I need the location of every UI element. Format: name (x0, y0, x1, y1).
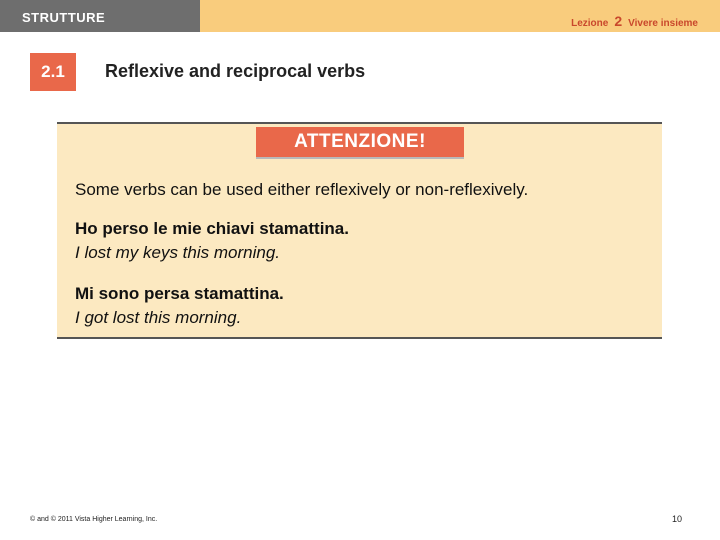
page-number: 10 (671, 514, 682, 524)
header-section-block (0, 0, 200, 32)
lesson-number: 2 (614, 13, 623, 29)
section-number-badge: 2.1 (30, 53, 76, 91)
example-english: I got lost this morning. (75, 308, 242, 327)
lesson-word: Lezione (571, 18, 609, 29)
example-block (75, 217, 349, 265)
page-title: Reflexive and reciprocal verbs (105, 61, 366, 81)
example-block (75, 282, 284, 330)
attention-tag: ATTENZIONE! (256, 127, 464, 159)
note-intro-text: Some verbs can be used either reflexively or non-reflexively. (75, 180, 529, 199)
example-english: I lost my keys this morning. (75, 243, 281, 262)
footer-copyright: © and © 2011 Vista Higher Learning, Inc. (30, 516, 158, 523)
lesson-name: Vivere insieme (628, 18, 698, 29)
section-label: STRUTTURE (22, 10, 106, 25)
header-bar (0, 0, 720, 32)
lesson-indicator (571, 13, 698, 29)
example-italian: Ho perso le mie chiavi stamattina. (75, 219, 349, 238)
example-italian: Mi sono persa stamattina. (75, 284, 284, 303)
